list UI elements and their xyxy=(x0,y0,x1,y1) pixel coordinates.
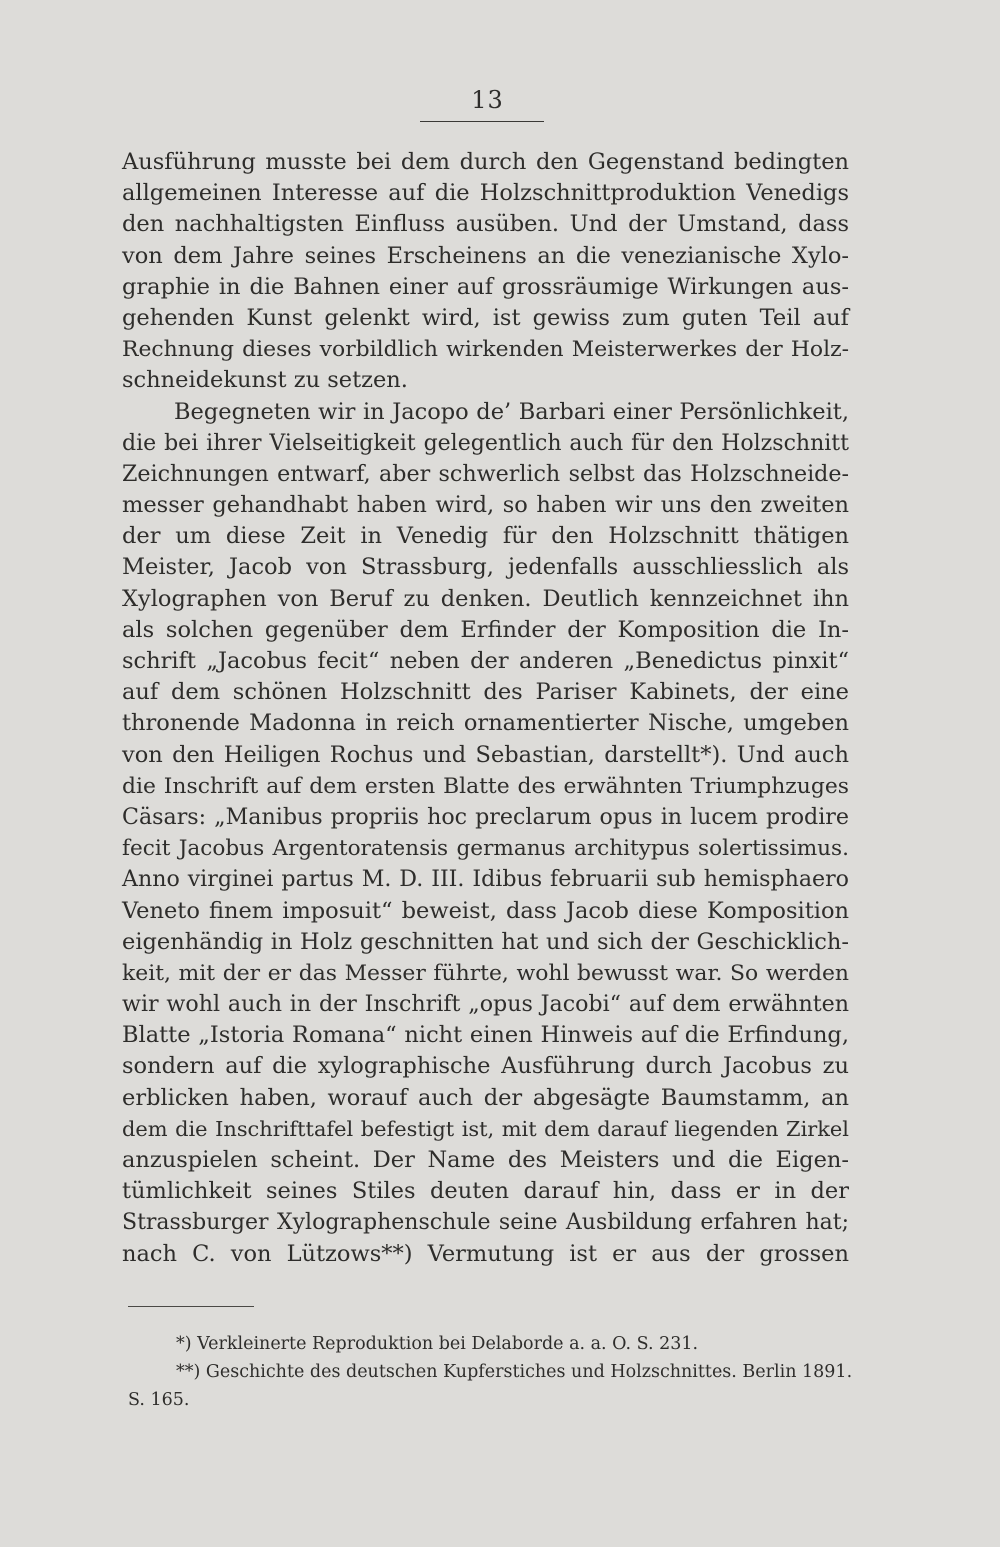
footnote-2: **) Geschichte des deutschen Kupferstiches und Holzschnittes. Berlin 1891. xyxy=(176,1362,853,1382)
text-line: wir wohl auch in der Inschrift „opus Jacobi“ auf dem erwähnten xyxy=(122,991,849,1018)
text-line: Anno virginei partus M. D. III. Idibus februarii sub hemisphaero xyxy=(122,866,849,893)
text-line: graphie in die Bahnen einer auf grossräumige Wirkungen aus- xyxy=(122,273,849,300)
page-number: 13 xyxy=(471,86,504,114)
text-line: Meister, Jacob von Strassburg, jedenfalls ausschliesslich als xyxy=(122,554,849,581)
footnote-2-continuation: S. 165. xyxy=(128,1390,190,1410)
text-line: keit, mit der er das Messer führte, wohl bewusst war. So werden xyxy=(122,960,849,986)
text-line: von den Heiligen Rochus und Sebastian, darstellt*). Und auch xyxy=(122,741,849,768)
text-line: schrift „Jacobus fecit“ neben der anderen „Benedictus pinxit“ xyxy=(122,648,849,674)
text-line: Strassburger Xylographenschule seine Ausbildung erfahren hat; xyxy=(122,1210,849,1236)
text-line: Zeichnungen entwarf, aber schwerlich selbst das Holzschneide- xyxy=(122,460,849,487)
text-line: sondern auf die xylographische Ausführung durch Jacobus zu xyxy=(122,1053,849,1080)
text-line: Cäsars: „Manibus propriis hoc preclarum opus in lucem prodire xyxy=(122,803,849,830)
text-line: Veneto finem imposuit“ beweist, dass Jacob diese Komposition xyxy=(122,897,849,924)
text-line: eigenhändig in Holz geschnitten hat und sich der Geschicklich- xyxy=(122,928,849,955)
text-line: erblicken haben, worauf auch der abgesägte Baumstamm, an xyxy=(122,1084,849,1111)
text-line: nach C. von Lützows**) Vermutung ist er aus der grossen xyxy=(122,1240,849,1267)
text-line: dem die Inschrifttafel befestigt ist, mit dem darauf liegenden Zirkel xyxy=(122,1116,849,1141)
text-line: thronende Madonna in reich ornamentierter Nische, umgeben xyxy=(122,710,849,737)
footnote-rule xyxy=(128,1306,254,1307)
paragraph-start-line: Begegneten wir in Jacopo de’ Barbari einer Persönlichkeit, xyxy=(174,398,849,425)
text-line: tümlichkeit seines Stiles deuten darauf hin, dass er in der xyxy=(122,1178,849,1205)
text-line: Rechnung dieses vorbildlich wirkenden Meisterwerkes der Holz- xyxy=(122,337,849,363)
text-line: die bei ihrer Vielseitigkeit gelegentlich auch für den Holzschnitt xyxy=(122,430,849,456)
text-line: fecit Jacobus Argentoratensis germanus architypus solertissimus. xyxy=(122,836,849,862)
text-line: die Inschrift auf dem ersten Blatte des erwähnten Triumphzuges xyxy=(122,773,849,799)
text-line: Blatte „Istoria Romana“ nicht einen Hinweis auf die Erfindung, xyxy=(122,1022,849,1049)
text-line: Ausführung musste bei dem durch den Gegenstand bedingten xyxy=(122,149,849,175)
body-text xyxy=(122,147,849,1270)
paragraph-end-line: schneidekunst zu setzen. xyxy=(122,367,408,394)
text-line: anzuspielen scheint. Der Name des Meisters und die Eigen- xyxy=(122,1147,849,1173)
text-line: der um diese Zeit in Venedig für den Holzschnitt thätigen xyxy=(122,523,849,550)
footnotes xyxy=(128,1330,852,1414)
footnote-1: *) Verkleinerte Reproduktion bei Delaborde a. a. O. S. 231. xyxy=(176,1334,699,1354)
text-line: von dem Jahre seines Erscheinens an die venezianische Xylo- xyxy=(122,242,849,269)
text-line: auf dem schönen Holzschnitt des Pariser Kabinets, der eine xyxy=(122,679,849,706)
text-line: den nachhaltigsten Einfluss ausüben. Und der Umstand, dass xyxy=(122,211,849,238)
header-rule xyxy=(420,121,544,122)
text-line: gehenden Kunst gelenkt wird, ist gewiss zum guten Teil auf xyxy=(122,304,849,331)
text-line: als solchen gegenüber dem Erfinder der Komposition die In- xyxy=(122,616,849,643)
text-line: allgemeinen Interesse auf die Holzschnittproduktion Venedigs xyxy=(122,180,849,207)
text-line: messer gehandhabt haben wird, so haben wir uns den zweiten xyxy=(122,492,849,519)
text-line: Xylographen von Beruf zu denken. Deutlich kennzeichnet ihn xyxy=(122,585,849,612)
